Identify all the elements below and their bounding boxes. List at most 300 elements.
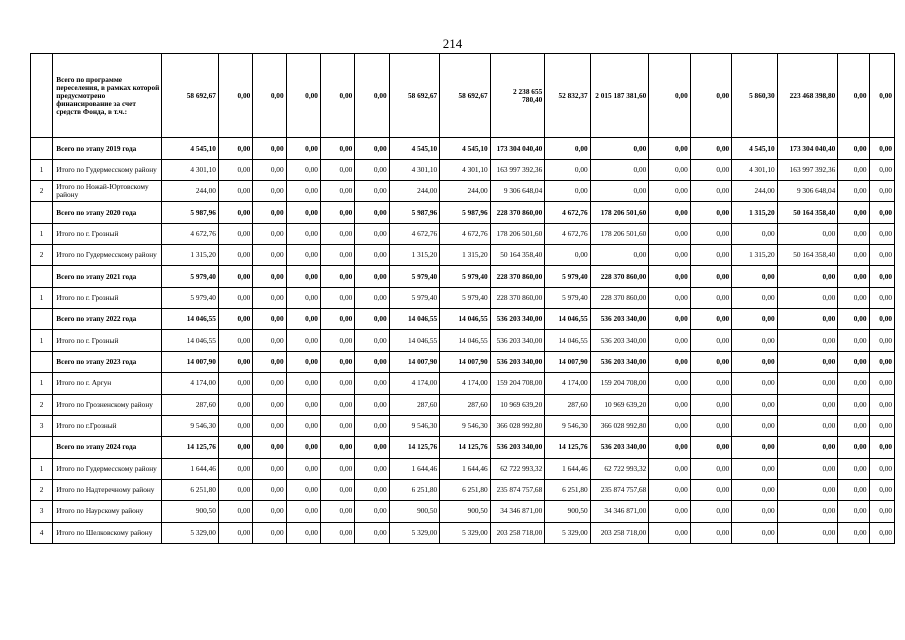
row-number — [31, 309, 53, 330]
cell-value: 1 644,46 — [545, 458, 590, 479]
cell-value: 0,00 — [320, 501, 354, 522]
cell-value: 0,00 — [355, 458, 389, 479]
cell-value: 178 206 501,60 — [490, 223, 545, 244]
cell-value: 0,00 — [777, 458, 838, 479]
cell-value: 0,00 — [286, 287, 320, 308]
cell-value: 0,00 — [545, 159, 590, 180]
cell-value: 0,00 — [869, 287, 894, 308]
cell-value: 0,00 — [218, 522, 252, 543]
table-total-row — [31, 351, 895, 372]
cell-value: 900,50 — [545, 501, 590, 522]
cell-value: 5 860,30 — [732, 54, 777, 138]
cell-value: 4 174,00 — [440, 373, 491, 394]
cell-value: 1 315,20 — [732, 245, 777, 266]
cell-value: 0,00 — [355, 159, 389, 180]
cell-value: 0,00 — [649, 373, 690, 394]
cell-value: 0,00 — [869, 373, 894, 394]
cell-value: 0,00 — [838, 245, 869, 266]
cell-value: 0,00 — [355, 479, 389, 500]
cell-value: 0,00 — [732, 437, 777, 458]
cell-value: 0,00 — [320, 351, 354, 372]
cell-value: 0,00 — [355, 287, 389, 308]
cell-value: 0,00 — [838, 266, 869, 287]
cell-value: 0,00 — [545, 181, 590, 202]
cell-value: 0,00 — [777, 373, 838, 394]
cell-value: 5 979,40 — [440, 287, 491, 308]
cell-value: 5 987,96 — [440, 202, 491, 223]
cell-value: 14 125,76 — [389, 437, 440, 458]
cell-value: 0,00 — [777, 223, 838, 244]
cell-value: 0,00 — [286, 181, 320, 202]
cell-value: 0,00 — [869, 54, 894, 138]
cell-value: 14 046,55 — [389, 309, 440, 330]
cell-value: 0,00 — [838, 287, 869, 308]
cell-value: 0,00 — [218, 309, 252, 330]
cell-value: 4 301,10 — [440, 159, 491, 180]
cell-value: 0,00 — [286, 394, 320, 415]
cell-value: 5 987,96 — [162, 202, 219, 223]
cell-value: 0,00 — [253, 437, 286, 458]
cell-value: 0,00 — [690, 415, 731, 436]
cell-value: 0,00 — [320, 181, 354, 202]
cell-value: 0,00 — [355, 245, 389, 266]
cell-value: 0,00 — [869, 266, 894, 287]
cell-value: 0,00 — [253, 138, 286, 159]
cell-value: 0,00 — [286, 245, 320, 266]
cell-value: 4 672,76 — [545, 202, 590, 223]
cell-value: 14 125,76 — [162, 437, 219, 458]
cell-value: 0,00 — [649, 266, 690, 287]
cell-value: 0,00 — [690, 501, 731, 522]
cell-value: 14 007,90 — [440, 351, 491, 372]
row-name: Всего по этапу 2024 года — [53, 437, 162, 458]
cell-value: 0,00 — [218, 54, 252, 138]
row-name: Всего по этапу 2022 года — [53, 309, 162, 330]
cell-value: 0,00 — [320, 479, 354, 500]
cell-value: 10 969 639,20 — [490, 394, 545, 415]
table-row — [31, 522, 895, 543]
table-total-row — [31, 202, 895, 223]
cell-value: 0,00 — [869, 501, 894, 522]
cell-value: 0,00 — [777, 394, 838, 415]
cell-value: 34 346 871,00 — [490, 501, 545, 522]
cell-value: 0,00 — [869, 458, 894, 479]
cell-value: 0,00 — [690, 54, 731, 138]
cell-value: 900,50 — [389, 501, 440, 522]
cell-value: 536 203 340,00 — [490, 309, 545, 330]
cell-value: 0,00 — [253, 351, 286, 372]
cell-value: 4 545,10 — [389, 138, 440, 159]
cell-value: 0,00 — [355, 522, 389, 543]
table-row — [31, 394, 895, 415]
row-name: Итого по Гудермесскому району — [53, 159, 162, 180]
cell-value: 0,00 — [649, 245, 690, 266]
cell-value: 4 301,10 — [162, 159, 219, 180]
cell-value: 366 028 992,80 — [590, 415, 649, 436]
cell-value: 0,00 — [690, 223, 731, 244]
cell-value: 0,00 — [253, 330, 286, 351]
cell-value: 0,00 — [690, 373, 731, 394]
cell-value: 0,00 — [777, 522, 838, 543]
row-name: Итого по Надтеречному району — [53, 479, 162, 500]
cell-value: 4 545,10 — [440, 138, 491, 159]
cell-value: 0,00 — [355, 309, 389, 330]
cell-value: 228 370 860,00 — [490, 287, 545, 308]
cell-value: 0,00 — [253, 202, 286, 223]
cell-value: 0,00 — [253, 181, 286, 202]
cell-value: 536 203 340,00 — [490, 351, 545, 372]
cell-value: 203 258 718,00 — [590, 522, 649, 543]
cell-value: 0,00 — [690, 181, 731, 202]
cell-value: 50 164 358,40 — [777, 245, 838, 266]
cell-value: 4 672,76 — [162, 223, 219, 244]
cell-value: 0,00 — [649, 415, 690, 436]
row-name: Итого по Гудермесскому району — [53, 245, 162, 266]
cell-value: 287,60 — [389, 394, 440, 415]
row-number — [31, 437, 53, 458]
cell-value: 0,00 — [218, 437, 252, 458]
cell-value: 5 329,00 — [389, 522, 440, 543]
cell-value: 536 203 340,00 — [490, 330, 545, 351]
row-name: Итого по Грозненскому району — [53, 394, 162, 415]
cell-value: 0,00 — [253, 245, 286, 266]
cell-value: 228 370 860,00 — [590, 287, 649, 308]
cell-value: 0,00 — [649, 138, 690, 159]
cell-value: 0,00 — [320, 266, 354, 287]
cell-value: 0,00 — [286, 159, 320, 180]
cell-value: 0,00 — [690, 245, 731, 266]
cell-value: 203 258 718,00 — [490, 522, 545, 543]
cell-value: 0,00 — [838, 501, 869, 522]
cell-value: 0,00 — [690, 287, 731, 308]
cell-value: 536 203 340,00 — [590, 437, 649, 458]
cell-value: 5 987,96 — [389, 202, 440, 223]
cell-value: 235 874 757,68 — [490, 479, 545, 500]
row-number: 1 — [31, 159, 53, 180]
cell-value: 62 722 993,32 — [590, 458, 649, 479]
cell-value: 0,00 — [590, 159, 649, 180]
cell-value: 536 203 340,00 — [590, 351, 649, 372]
cell-value: 0,00 — [777, 351, 838, 372]
cell-value: 0,00 — [218, 159, 252, 180]
cell-value: 6 251,80 — [440, 479, 491, 500]
cell-value: 1 644,46 — [440, 458, 491, 479]
cell-value: 9 546,30 — [545, 415, 590, 436]
row-name: Итого по г. Аргун — [53, 373, 162, 394]
cell-value: 52 832,37 — [545, 54, 590, 138]
cell-value: 0,00 — [218, 373, 252, 394]
cell-value: 0,00 — [838, 202, 869, 223]
cell-value: 0,00 — [838, 394, 869, 415]
cell-value: 0,00 — [690, 522, 731, 543]
row-number: 4 — [31, 522, 53, 543]
row-number: 3 — [31, 415, 53, 436]
cell-value: 0,00 — [649, 330, 690, 351]
cell-value: 10 969 639,20 — [590, 394, 649, 415]
row-number: 1 — [31, 287, 53, 308]
cell-value: 0,00 — [218, 138, 252, 159]
cell-value: 0,00 — [777, 415, 838, 436]
cell-value: 9 546,30 — [389, 415, 440, 436]
cell-value: 228 370 860,00 — [590, 266, 649, 287]
cell-value: 14 046,55 — [162, 330, 219, 351]
table-row — [31, 159, 895, 180]
cell-value: 0,00 — [218, 330, 252, 351]
cell-value: 5 979,40 — [162, 287, 219, 308]
cell-value: 0,00 — [545, 138, 590, 159]
row-number — [31, 54, 53, 138]
cell-value: 0,00 — [286, 522, 320, 543]
cell-value: 0,00 — [732, 394, 777, 415]
cell-value: 178 206 501,60 — [590, 202, 649, 223]
cell-value: 0,00 — [838, 138, 869, 159]
cell-value: 0,00 — [690, 138, 731, 159]
table-row — [31, 223, 895, 244]
cell-value: 0,00 — [649, 202, 690, 223]
cell-value: 173 304 040,40 — [777, 138, 838, 159]
table-total-row — [31, 437, 895, 458]
cell-value: 62 722 993,32 — [490, 458, 545, 479]
cell-value: 0,00 — [649, 287, 690, 308]
cell-value: 0,00 — [286, 351, 320, 372]
cell-value: 0,00 — [869, 159, 894, 180]
cell-value: 5 979,40 — [545, 266, 590, 287]
cell-value: 0,00 — [218, 266, 252, 287]
cell-value: 0,00 — [286, 330, 320, 351]
row-number — [31, 351, 53, 372]
cell-value: 0,00 — [869, 138, 894, 159]
cell-value: 0,00 — [869, 181, 894, 202]
cell-value: 0,00 — [649, 394, 690, 415]
cell-value: 0,00 — [218, 351, 252, 372]
cell-value: 0,00 — [690, 159, 731, 180]
cell-value: 5 979,40 — [389, 266, 440, 287]
table-row — [31, 415, 895, 436]
cell-value: 0,00 — [286, 458, 320, 479]
row-number — [31, 138, 53, 159]
cell-value: 4 174,00 — [389, 373, 440, 394]
cell-value: 1 315,20 — [162, 245, 219, 266]
cell-value: 0,00 — [253, 501, 286, 522]
cell-value: 0,00 — [545, 245, 590, 266]
cell-value: 58 692,67 — [162, 54, 219, 138]
cell-value: 0,00 — [777, 437, 838, 458]
cell-value: 0,00 — [777, 501, 838, 522]
cell-value: 0,00 — [690, 458, 731, 479]
row-name: Итого по Ножай-Юртовскому району — [53, 181, 162, 202]
cell-value: 287,60 — [545, 394, 590, 415]
cell-value: 1 315,20 — [389, 245, 440, 266]
cell-value: 0,00 — [253, 522, 286, 543]
cell-value: 0,00 — [690, 202, 731, 223]
cell-value: 0,00 — [286, 202, 320, 223]
cell-value: 5 329,00 — [162, 522, 219, 543]
table-total-row — [31, 309, 895, 330]
cell-value: 9 546,30 — [162, 415, 219, 436]
cell-value: 0,00 — [320, 522, 354, 543]
cell-value: 0,00 — [649, 479, 690, 500]
cell-value: 4 545,10 — [732, 138, 777, 159]
cell-value: 14 125,76 — [545, 437, 590, 458]
cell-value: 0,00 — [355, 351, 389, 372]
cell-value: 0,00 — [355, 394, 389, 415]
cell-value: 0,00 — [838, 458, 869, 479]
cell-value: 0,00 — [838, 351, 869, 372]
cell-value: 0,00 — [218, 458, 252, 479]
cell-value: 287,60 — [440, 394, 491, 415]
cell-value: 0,00 — [218, 202, 252, 223]
cell-value: 0,00 — [869, 202, 894, 223]
cell-value: 0,00 — [649, 437, 690, 458]
table-row — [31, 479, 895, 500]
cell-value: 244,00 — [389, 181, 440, 202]
table-row — [31, 245, 895, 266]
cell-value: 0,00 — [690, 479, 731, 500]
row-name: Всего по этапу 2021 года — [53, 266, 162, 287]
cell-value: 0,00 — [355, 330, 389, 351]
cell-value: 0,00 — [355, 138, 389, 159]
cell-value: 0,00 — [838, 181, 869, 202]
cell-value: 14 046,55 — [545, 309, 590, 330]
cell-value: 1 315,20 — [732, 202, 777, 223]
cell-value: 1 644,46 — [162, 458, 219, 479]
cell-value: 0,00 — [320, 330, 354, 351]
cell-value: 159 204 708,00 — [590, 373, 649, 394]
cell-value: 0,00 — [286, 415, 320, 436]
cell-value: 0,00 — [838, 330, 869, 351]
cell-value: 4 545,10 — [162, 138, 219, 159]
cell-value: 0,00 — [320, 437, 354, 458]
cell-value: 0,00 — [253, 394, 286, 415]
cell-value: 0,00 — [690, 351, 731, 372]
cell-value: 0,00 — [732, 522, 777, 543]
row-name: Итого по г. Грозный — [53, 223, 162, 244]
cell-value: 0,00 — [355, 202, 389, 223]
cell-value: 0,00 — [838, 159, 869, 180]
cell-value: 0,00 — [218, 223, 252, 244]
cell-value: 0,00 — [355, 415, 389, 436]
cell-value: 9 306 648,04 — [490, 181, 545, 202]
cell-value: 0,00 — [690, 309, 731, 330]
cell-value: 0,00 — [732, 309, 777, 330]
cell-value: 0,00 — [690, 437, 731, 458]
cell-value: 5 979,40 — [389, 287, 440, 308]
cell-value: 0,00 — [286, 501, 320, 522]
cell-value: 0,00 — [218, 287, 252, 308]
cell-value: 0,00 — [732, 351, 777, 372]
cell-value: 536 203 340,00 — [490, 437, 545, 458]
cell-value: 0,00 — [355, 501, 389, 522]
cell-value: 0,00 — [732, 330, 777, 351]
cell-value: 0,00 — [286, 309, 320, 330]
cell-value: 0,00 — [838, 309, 869, 330]
cell-value: 0,00 — [777, 309, 838, 330]
cell-value: 900,50 — [440, 501, 491, 522]
cell-value: 0,00 — [649, 223, 690, 244]
cell-value: 0,00 — [838, 437, 869, 458]
cell-value: 536 203 340,00 — [590, 330, 649, 351]
cell-value: 0,00 — [320, 394, 354, 415]
row-name: Всего по этапу 2019 года — [53, 138, 162, 159]
cell-value: 0,00 — [286, 373, 320, 394]
cell-value: 0,00 — [590, 245, 649, 266]
cell-value: 6 251,80 — [545, 479, 590, 500]
cell-value: 0,00 — [253, 458, 286, 479]
cell-value: 0,00 — [355, 373, 389, 394]
cell-value: 4 672,76 — [440, 223, 491, 244]
row-number: 3 — [31, 501, 53, 522]
table-row — [31, 287, 895, 308]
cell-value: 287,60 — [162, 394, 219, 415]
cell-value: 9 306 648,04 — [777, 181, 838, 202]
row-name: Всего по этапу 2023 года — [53, 351, 162, 372]
table-total-row — [31, 138, 895, 159]
cell-value: 536 203 340,00 — [590, 309, 649, 330]
cell-value: 58 692,67 — [440, 54, 491, 138]
cell-value: 228 370 860,00 — [490, 266, 545, 287]
cell-value: 0,00 — [590, 181, 649, 202]
cell-value: 0,00 — [253, 223, 286, 244]
cell-value: 4 672,76 — [545, 223, 590, 244]
cell-value: 0,00 — [649, 181, 690, 202]
cell-value: 58 692,67 — [389, 54, 440, 138]
cell-value: 0,00 — [286, 479, 320, 500]
cell-value: 228 370 860,00 — [490, 202, 545, 223]
cell-value: 0,00 — [869, 479, 894, 500]
row-name: Итого по Гудермесскому району — [53, 458, 162, 479]
cell-value: 4 672,76 — [389, 223, 440, 244]
row-number — [31, 266, 53, 287]
cell-value: 223 468 398,80 — [777, 54, 838, 138]
cell-value: 244,00 — [732, 181, 777, 202]
page-number: 214 — [442, 36, 463, 51]
table-row — [31, 330, 895, 351]
cell-value: 0,00 — [777, 330, 838, 351]
cell-value: 6 251,80 — [389, 479, 440, 500]
cell-value: 0,00 — [320, 202, 354, 223]
cell-value: 0,00 — [838, 479, 869, 500]
cell-value: 0,00 — [320, 138, 354, 159]
row-number: 2 — [31, 181, 53, 202]
cell-value: 9 546,30 — [440, 415, 491, 436]
cell-value: 50 164 358,40 — [490, 245, 545, 266]
cell-value: 0,00 — [869, 415, 894, 436]
cell-value: 14 007,90 — [389, 351, 440, 372]
cell-value: 0,00 — [732, 373, 777, 394]
cell-value: 0,00 — [732, 223, 777, 244]
cell-value: 0,00 — [320, 159, 354, 180]
cell-value: 0,00 — [732, 501, 777, 522]
row-name: Всего по этапу 2020 года — [53, 202, 162, 223]
row-name: Итого по Шелковскому району — [53, 522, 162, 543]
row-name: Всего по программе переселения, в рамках которой предусмотрено финансирование за счет средств Фонда, в т.ч.: — [53, 54, 162, 138]
table-row — [31, 501, 895, 522]
cell-value: 0,00 — [649, 351, 690, 372]
cell-value: 0,00 — [320, 458, 354, 479]
row-number: 2 — [31, 479, 53, 500]
cell-value: 0,00 — [649, 458, 690, 479]
cell-value: 0,00 — [690, 330, 731, 351]
cell-value: 5 329,00 — [440, 522, 491, 543]
row-number: 1 — [31, 373, 53, 394]
table-row — [31, 373, 895, 394]
cell-value: 0,00 — [777, 266, 838, 287]
row-number: 1 — [31, 223, 53, 244]
cell-value: 2 238 655 780,40 — [490, 54, 545, 138]
cell-value: 0,00 — [320, 415, 354, 436]
cell-value: 0,00 — [218, 181, 252, 202]
cell-value: 0,00 — [320, 309, 354, 330]
